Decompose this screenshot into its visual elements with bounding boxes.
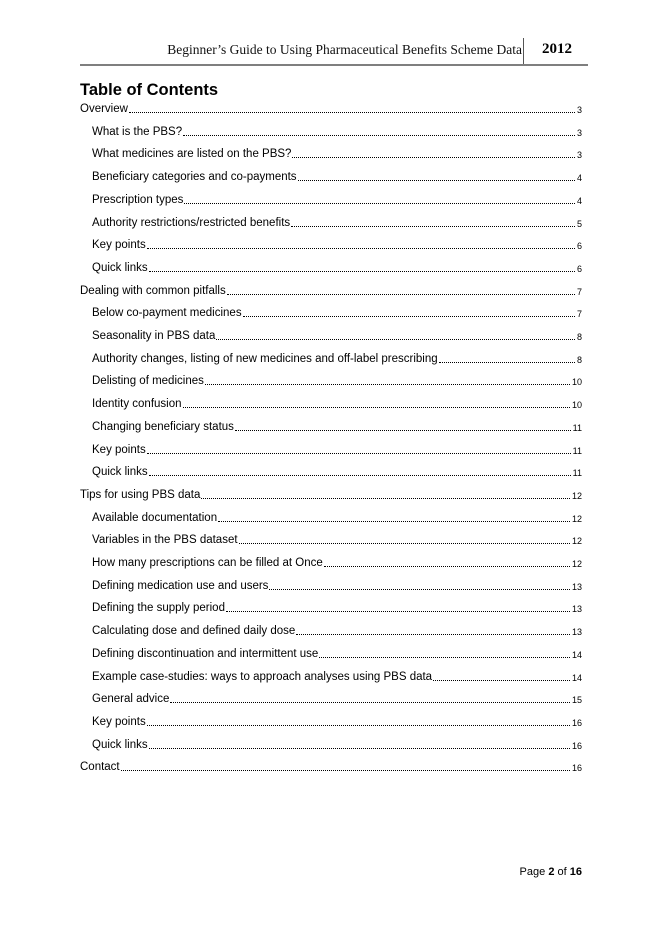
toc-entry[interactable] (92, 622, 582, 638)
header-year: 2012 (542, 41, 572, 57)
toc-dot-leader (433, 680, 570, 681)
toc-entry-page: 5 (576, 218, 582, 229)
toc-entry[interactable] (92, 531, 582, 547)
toc-dot-leader (205, 384, 570, 385)
toc-entry-page: 13 (571, 627, 582, 638)
toc-dot-leader (183, 135, 575, 136)
toc-entry-label: Key points (92, 715, 146, 728)
toc-entry-page: 4 (576, 173, 582, 184)
toc-entry[interactable] (92, 690, 582, 706)
toc-dot-leader (319, 657, 570, 658)
toc-dot-leader (239, 543, 570, 544)
toc-title: Table of Contents (80, 81, 219, 99)
toc-entry[interactable] (80, 758, 582, 774)
toc-dot-leader (170, 702, 570, 703)
toc-entry-label: Quick links (92, 738, 148, 751)
toc-entry-label: Available documentation (92, 511, 218, 524)
toc-entry[interactable] (92, 236, 582, 252)
toc-entry-page: 6 (576, 263, 582, 274)
footer-page-label: Page (519, 866, 546, 878)
toc-entry-label: Quick links (92, 261, 148, 274)
toc-dot-leader (183, 407, 570, 408)
toc-dot-leader (216, 339, 575, 340)
toc-entry-page: 3 (576, 150, 582, 161)
toc-entry[interactable] (92, 350, 582, 366)
toc-entry[interactable] (92, 304, 582, 320)
toc-entry-page: 7 (576, 286, 582, 297)
toc-dot-leader (147, 248, 575, 249)
toc-entry[interactable] (92, 713, 582, 729)
toc-entry-label: Dealing with common pitfalls (80, 284, 226, 297)
footer-of: of (557, 866, 567, 878)
toc-entry[interactable] (92, 599, 582, 615)
toc-dot-leader (121, 770, 570, 771)
toc-entry-page: 4 (576, 195, 582, 206)
toc-dot-leader (218, 521, 570, 522)
toc-entry[interactable] (92, 418, 582, 434)
header-separator (523, 38, 524, 66)
toc-entry-page: 8 (576, 354, 582, 365)
toc-entry-label: Beneficiary categories and co-payments (92, 171, 297, 184)
toc-entry-page: 13 (571, 581, 582, 592)
toc-dot-leader (147, 453, 571, 454)
toc-entry-page: 11 (572, 445, 582, 456)
toc-entry-page: 16 (571, 763, 582, 774)
toc-entry[interactable] (92, 577, 582, 593)
toc-dot-leader (298, 180, 575, 181)
toc-dot-leader (149, 475, 571, 476)
toc-entry-page: 7 (576, 309, 582, 320)
toc-entry-page: 12 (571, 490, 582, 501)
toc-entry-label: Variables in the PBS dataset (92, 534, 238, 547)
toc-entry-page: 16 (571, 717, 582, 728)
toc-entry-label: How many prescriptions can be filled at Once (92, 557, 323, 569)
toc-entry-page: 14 (571, 672, 582, 683)
toc-entry[interactable] (92, 214, 582, 230)
toc-entry[interactable] (92, 372, 582, 388)
toc-entry-label: Quick links (92, 466, 148, 479)
toc-entry[interactable] (92, 123, 582, 139)
footer-current-page: 2 (548, 866, 555, 878)
toc-entry[interactable] (92, 327, 582, 343)
toc-entry[interactable] (80, 486, 582, 502)
page-footer (520, 866, 582, 878)
toc-entry-page: 10 (571, 400, 582, 411)
toc-entry-page: 12 (571, 559, 582, 569)
toc-entry-label: Changing beneficiary status (92, 420, 234, 433)
toc-entry[interactable] (92, 441, 582, 457)
toc-entry[interactable] (92, 509, 582, 525)
toc-entry-page: 3 (576, 127, 582, 138)
toc-entry[interactable] (92, 259, 582, 275)
toc-entry[interactable] (92, 145, 582, 161)
toc-dot-leader (226, 611, 570, 612)
toc-entry-page: 12 (571, 513, 582, 524)
page-header (80, 36, 588, 66)
toc-entry-page: 3 (576, 105, 582, 115)
toc-entry-page: 6 (576, 241, 582, 252)
toc-dot-leader (149, 748, 570, 749)
toc-entry-label: Prescription types (92, 193, 184, 206)
toc-entry-label: Tips for using PBS data (80, 488, 201, 501)
toc-entry-label: Example case-studies: ways to approach analyses using PBS data (92, 670, 433, 683)
toc-entry[interactable] (92, 736, 582, 752)
toc-entry-page: 8 (576, 332, 582, 342)
toc-entry-label: Key points (92, 443, 146, 456)
toc-entry-label: Defining discontinuation and intermittent use (92, 647, 319, 660)
toc-entry-page: 10 (571, 377, 582, 388)
toc-dot-leader (292, 157, 575, 158)
toc-entry-label: General advice (92, 693, 170, 706)
toc-entry-page: 15 (571, 695, 582, 706)
toc-dot-leader (439, 362, 575, 363)
toc-dot-leader (227, 294, 575, 295)
toc-dot-leader (147, 725, 570, 726)
toc-dot-leader (296, 634, 570, 635)
toc-entry-label: Seasonality in PBS data (92, 330, 216, 342)
toc-dot-leader (184, 203, 575, 204)
toc-dot-leader (149, 271, 575, 272)
toc-entry[interactable] (80, 100, 582, 116)
toc-entry[interactable] (92, 554, 582, 570)
toc-entry-page: 16 (571, 740, 582, 751)
toc-dot-leader (269, 589, 570, 590)
toc-entry-label: Defining the supply period (92, 602, 225, 615)
toc-entry-page: 11 (572, 422, 582, 433)
toc-entry-page: 14 (571, 649, 582, 660)
toc-entry-label: Contact (80, 761, 120, 774)
toc-dot-leader (324, 566, 570, 567)
toc-entry[interactable] (92, 168, 582, 184)
toc-entry-label: Authority restrictions/restricted benefits (92, 216, 291, 229)
toc-entry[interactable] (92, 395, 582, 411)
toc-entry-label: Delisting of medicines (92, 375, 204, 388)
toc-entry-label: Overview (80, 103, 128, 115)
toc-entry-page: 12 (571, 536, 582, 547)
toc-dot-leader (235, 430, 571, 431)
header-rule (80, 64, 588, 66)
toc-entry-page: 13 (571, 604, 582, 615)
toc-dot-leader (129, 112, 575, 113)
toc-entry-label: Below co-payment medicines (92, 307, 242, 320)
toc-entry-label: Key points (92, 239, 146, 252)
toc-entry-label: What medicines are listed on the PBS? (92, 148, 292, 161)
toc-entry-label: Authority changes, listing of new medicines and off-label prescribing (92, 352, 438, 365)
toc-entry[interactable] (92, 668, 582, 684)
footer-total-pages: 16 (569, 866, 582, 878)
toc-entry[interactable] (92, 645, 582, 661)
toc-entry-label: What is the PBS? (92, 125, 183, 138)
header-title: Beginner’s Guide to Using Pharmaceutical Benefits Scheme Data (167, 42, 522, 57)
toc-entry-page: 11 (572, 468, 582, 479)
toc-entry[interactable] (80, 282, 582, 298)
toc-dot-leader (243, 316, 575, 317)
toc-dot-leader (291, 226, 575, 227)
toc-entry-label: Calculating dose and defined daily dose (92, 625, 296, 638)
toc-dot-leader (201, 498, 570, 499)
toc-entry[interactable] (92, 191, 582, 207)
toc-entry[interactable] (92, 463, 582, 479)
toc-entry-label: Defining medication use and users (92, 579, 269, 592)
toc-entry-label: Identity confusion (92, 398, 182, 411)
